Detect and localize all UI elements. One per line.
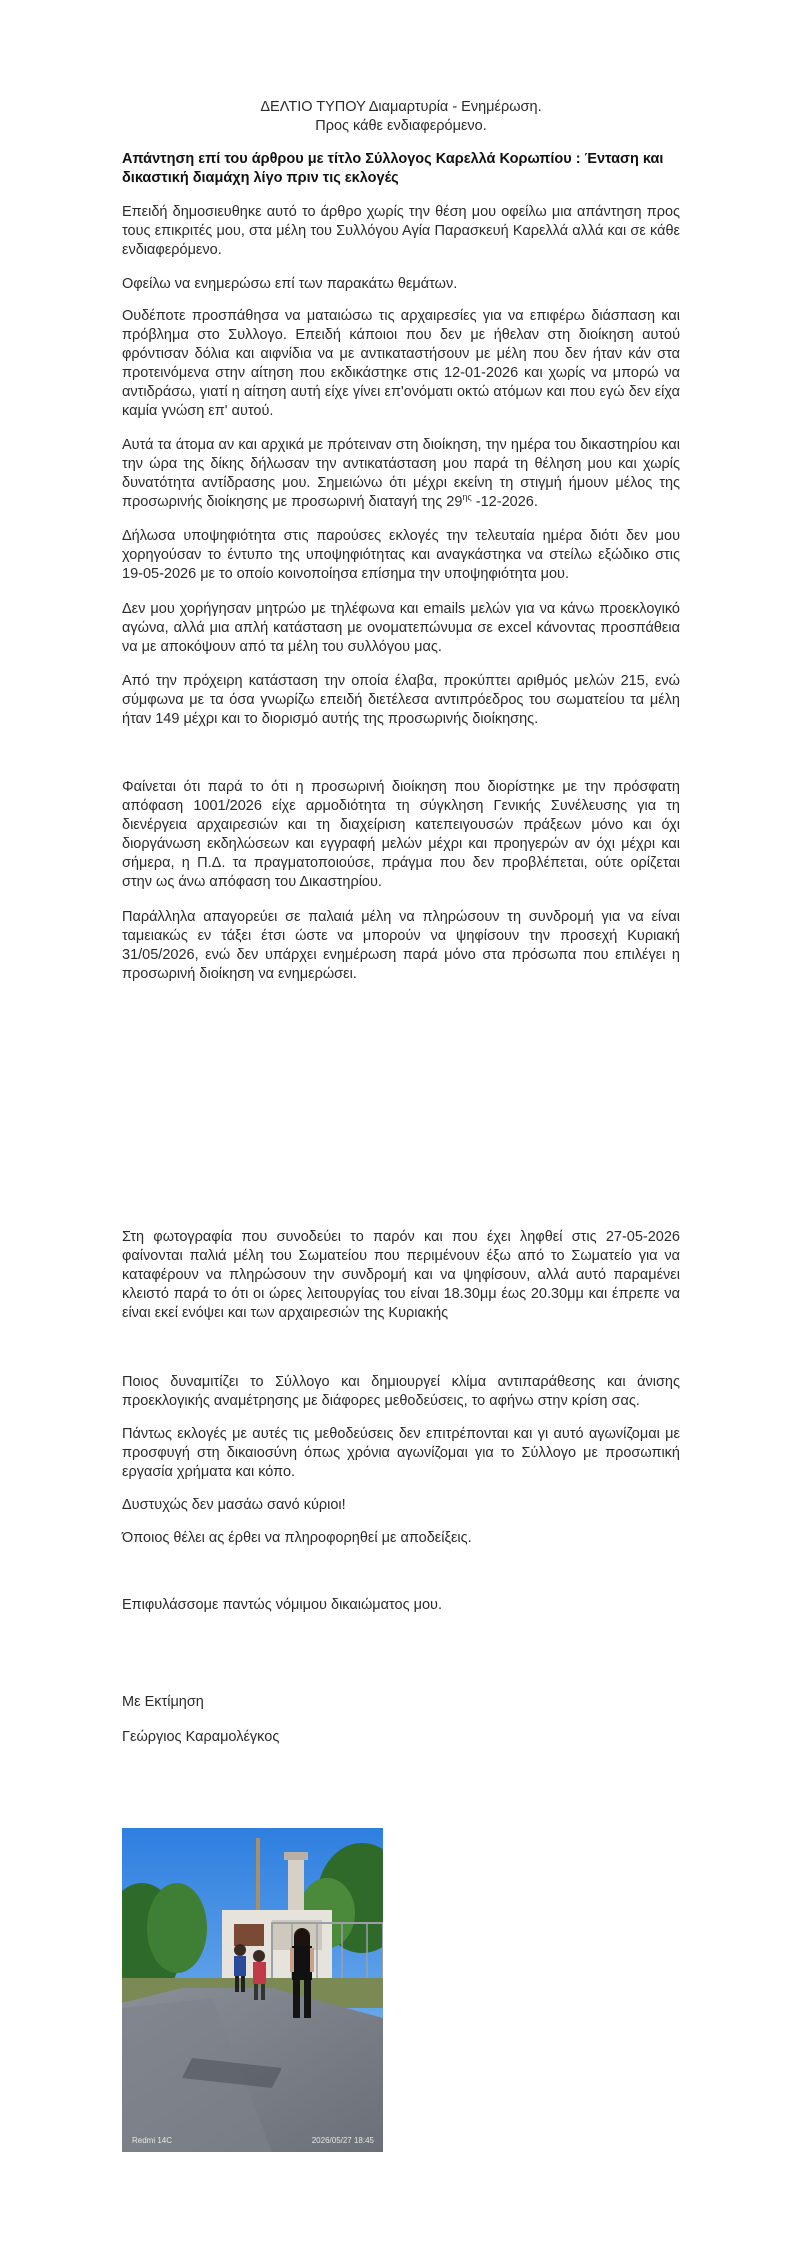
building-window bbox=[234, 1924, 264, 1946]
signature-closing bbox=[122, 1693, 680, 1712]
header-line-2: Προς κάθε ενδιαφερόμενο. bbox=[315, 118, 487, 134]
paragraph-8 bbox=[122, 778, 680, 892]
paragraph-3 bbox=[122, 307, 680, 421]
paragraph-text: Πάντως εκλογές με αυτές τις μεθοδεύσεις δεν επιτρέπονται και γι αυτό αγωνίζομαι με προσφυγή στη δικαιοσύνη όπως χρόνια αγωνίζομαι για το Σύλλογο με προσωπική εργασία χρήματα και κόπο. bbox=[122, 1426, 680, 1480]
paragraph-14 bbox=[122, 1529, 680, 1548]
paragraph-text bbox=[122, 436, 680, 512]
paragraph-text: Δυστυχώς δεν μασάω σανό κύριοι! bbox=[122, 1497, 346, 1513]
paragraph-4-end: -12-2026. bbox=[471, 494, 538, 510]
paragraph-1 bbox=[122, 203, 680, 260]
paragraph-text: Ποιος δυναμιτίζει το Σύλλογο και δημιουργεί κλίμα αντιπαράθεσης και άνισης προεκλογικής αναμέτρησης με διάφορες μεθοδεύσεις, το αφήνω στην κρίση σας. bbox=[122, 1374, 680, 1409]
closing-text: Με Εκτίμηση bbox=[122, 1694, 204, 1710]
accompanying-photo bbox=[122, 1828, 383, 2152]
paragraph-text: Φαίνεται ότι παρά το ότι η προσωρινή διοίκηση που διορίστηκε με την πρόσφατη απόφαση 1001/2026 είχε αρμοδιότητα τη σύγκληση Γενικής Συνέλευσης για τη διενέργεια αρχαιρεσιών και τη διαχείριση κατεπειγουσών πράξεων μόνο και όχι διοργάνωση εκδηλώσεων και εγγραφή μελών μέχρι και προηγερών αν όχι μέχρι και σήμερα, η Π.Δ. τα πραγματοποιούσε, πράγμα που δεν προβλέπεται, ούτε ορίζεται στην ως άνω απόφαση του Δικαστηρίου. bbox=[122, 779, 680, 890]
ordinal-suffix: ης bbox=[462, 492, 472, 503]
header-line-1: ΔΕΛΤΙΟ ΤΥΠΟΥ Διαμαρτυρία - Ενημέρωση. bbox=[260, 99, 542, 115]
paragraph-13 bbox=[122, 1496, 680, 1515]
author-name: Γεώργιος Καραμολέγκος bbox=[122, 1729, 280, 1745]
paragraph-text: Όποιος θέλει ας έρθει να πληροφορηθεί με αποδείξεις. bbox=[122, 1530, 472, 1546]
paragraph-4 bbox=[122, 436, 680, 512]
photo-street-scene bbox=[122, 1828, 383, 2152]
paragraph-4-main: Αυτά τα άτομα αν και αρχικά με πρότειναν στη διοίκηση, την ημέρα του δικαστηρίου και την ώρα της δίκης δήλωσαν την αντικατάσταση μου παρά τη θέληση μου και χωρίς δυνατότητα αντίδρασης μου. Σημειώνω ότι μέχρι εκείνη τη στιγμή ήμουν μέλος της προσωρινής διοίκησης με προσωρινή διαταγή της 29 bbox=[122, 437, 680, 510]
article-title: Απάντηση επί του άρθρου με τίτλο Σύλλογος Καρελλά Κορωπίου : Ένταση και δικαστική διαμάχη λίγο πριν τις εκλογές bbox=[122, 151, 664, 186]
paragraph-10 bbox=[122, 1228, 680, 1323]
paragraph-text: Παράλληλα απαγορεύει σε παλαιά μέλη να πληρώσουν τη συνδρομή για να είναι ταμειακώς εν τάξει έτσι ώστε να μπορούν να ψηφίσουν την προσεχή Κυριακή 31/05/2026, ενώ δεν υπάρχει ενημέρωση παρά μόνο στα πρόσωπα που επιλέγει η προσωρινή διοίκηση να ενημερώσει. bbox=[122, 909, 680, 982]
photo-watermark-right: 2026/05/27 18:45 bbox=[311, 2136, 374, 2145]
paragraph-text: Επειδή δημοσιευθηκε αυτό το άρθρο χωρίς την θέση μου οφείλω μια απάντηση προς τους επικριτές μου, στα μέλη του Συλλόγου Αγία Παρασκευή Καρελλά αλλά και σε κάθε ενδιαφερόμενο. bbox=[122, 204, 680, 258]
paragraph-7 bbox=[122, 672, 680, 729]
paragraph-9 bbox=[122, 908, 680, 984]
tree-left-2 bbox=[147, 1883, 207, 1973]
paragraph-text: Επιφυλάσσομε παντώς νόμιμου δικαιώματος μου. bbox=[122, 1597, 443, 1613]
paragraph-12 bbox=[122, 1425, 680, 1482]
paragraph-text: Δεν μου χορήγησαν μητρώο με τηλέφωνα και emails μελών για να κάνω προεκλογικό αγώνα, αλλά μια απλή κατάσταση με ονοματεπώνυμα σε excel κάνοντας προσπάθεια να με αποκόψουν από τα μέλη του συλλόγου μας. bbox=[122, 601, 680, 655]
paragraph-11 bbox=[122, 1373, 680, 1411]
paragraph-text: Οφείλω να ενημερώσω επί των παρακάτω θεμάτων. bbox=[122, 276, 458, 292]
document-header bbox=[122, 98, 680, 136]
paragraph-2 bbox=[122, 275, 680, 294]
paragraph-text: Στη φωτογραφία που συνοδεύει το παρόν και που έχει ληφθεί στις 27-05-2026 φαίνονται παλιά μέλη του Σωματείου που περιμένουν έξω από το Σωματείο για να καταφέρουν να πληρώσουν την συνδρομή και να ψηφίσουν, αλλά αυτό παραμένει κλειστό παρά το ότι οι ώρες λειτουργίας του είναι 18.30μμ έως 20.30μμ και έπρεπε να είναι εκεί ενόψει και των αρχαιρεσιών της Κυριακής bbox=[122, 1229, 680, 1321]
paragraph-6 bbox=[122, 600, 680, 657]
chimney bbox=[288, 1856, 304, 1916]
paragraph-text: Ουδέποτε προσπάθησα να ματαιώσω τις αρχαιρεσίες για να επιφέρω διάσπαση και πρόβλημα στο Συλλογο. Επειδή κάποιοι που δεν με ήθελαν στη διοίκηση αυτού φρόντισαν δόλια και αιφνίδια να με αντικαταστήσουν με μέλη που δεν ήταν κάν στα προτεινόμενα στην αίτηση που εκδικάστηκε στις 12-01-2026 και χωρίς να μπορώ να αντιδράσω, γιατί η αίτηση αυτή είχε γίνει επ'ονόματι οκτώ ατόμων και που εγώ δεν είχα καμία γνώση επ' αυτού. bbox=[122, 308, 680, 419]
paragraph-15 bbox=[122, 1596, 680, 1615]
paragraph-5 bbox=[122, 527, 680, 584]
signature-name bbox=[122, 1728, 680, 1747]
paragraph-text: Από την πρόχειρη κατάσταση την οποία έλαβα, προκύπτει αριθμός μελών 215, ενώ σύμφωνα με τα όσα γνωρίζω επειδή διετέλεσα αντιπρόεδρος του σωματείου τα μέλη ήταν 149 μέχρι και το διορισμό αυτής της προσωρινής διοίκησης. bbox=[122, 673, 680, 727]
paragraph-text: Δήλωσα υποψηφιότητα στις παρούσες εκλογές την τελευταία ημέρα διότι δεν μου χορηγούσαν το έντυπο της υποψηφιότητας και αναγκάστηκα να στείλω εξώδικο στις 19-05-2026 με το οποίο κοινοποίησα επίσημα την υποψηφιότητα μου. bbox=[122, 528, 680, 582]
photo-watermark-left: Redmi 14C bbox=[132, 2136, 173, 2145]
